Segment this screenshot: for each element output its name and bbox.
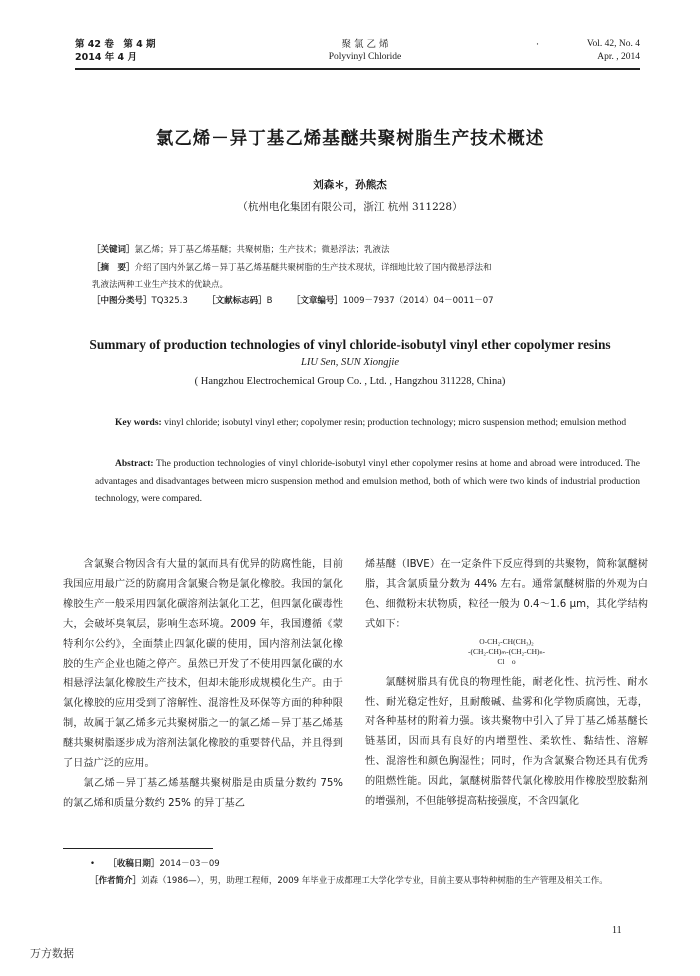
journal-volume-issue [75, 38, 156, 64]
doc-code-value: B [266, 296, 273, 306]
article-no-label: ［文章编号］ [291, 296, 343, 306]
body-paragraph: 烯基醚（IBVE）在一定条件下反应得到的共聚物，简称氯醚树脂，其含氯质量分数为 44% 左右。通常氯醚树脂的外观为白色、细微粉末状物质，粒径一般为 0.4～1.6 μm，其化学结构式如下： [365, 559, 648, 630]
article-no-value: 1009－7937（2014）04－0011－07 [342, 296, 494, 306]
keywords-en [95, 415, 640, 433]
abstract-en [95, 456, 640, 509]
keywords-label-cn: ［关键词］ [92, 245, 135, 255]
page-number: 11 [612, 925, 622, 936]
header-dot: · [536, 39, 540, 50]
abstract-text-en: The production technologies of vinyl chloride-isobutyl vinyl ether copolymer resins at home and abroad were introduced. The advantages and disadvantages between micro suspension method and emulsion method, both of which were two kinds of industrial production technology, were compared. [95, 459, 640, 504]
keywords-text-en: vinyl chloride; isobutyl vinyl ether; copolymer resin; production technology; micro suspension method; emulsion method [164, 418, 627, 428]
journal-name-en: Polyvinyl Chloride [328, 52, 402, 62]
issue-date-cn: 2014 年 4 月 [75, 52, 137, 63]
footnote-rule [63, 848, 213, 849]
received-label: ［收稿日期］ [108, 859, 160, 869]
body-right-column [365, 555, 648, 812]
affiliation-cn: （杭州电化集团有限公司，浙江 杭州 311228） [237, 201, 463, 213]
abstract-line2-cn: 乳液法两种工业生产技术的优缺点。 [92, 280, 229, 290]
author-bio-label: ［作者简介］ [90, 876, 142, 886]
clc-label: ［中图分类号］ [92, 296, 152, 306]
authors-cn: 刘森＊，孙熊杰 [313, 179, 387, 191]
clc-value: TQ325.3 [151, 296, 188, 306]
received-value: 2014－03－09 [159, 859, 220, 869]
affiliation-en: ( Hangzhou Electrochemical Group Co. , Ltd. , Hangzhou 311228, China) [194, 376, 506, 387]
journal-name [300, 38, 430, 64]
keywords-text-cn: 氯乙烯；异丁基乙烯基醚；共聚树脂；生产技术；微悬浮法；乳液法 [134, 245, 390, 255]
authors-en: LIU Sen, SUN Xiongjie [301, 357, 399, 368]
article-title-en: Summary of production technologies of vinyl chloride-isobutyl vinyl ether copolymer resins [89, 337, 611, 352]
structure-substituent: Cl o [497, 656, 516, 666]
structure-side-chain: O-CH₂-CH(CH₃)₂ [479, 636, 534, 646]
volume-issue: 第 42 卷 第 4 期 [75, 39, 156, 50]
keywords-label-en: Key words: [115, 418, 162, 428]
abstract-cn [92, 261, 647, 276]
abstract-line1-cn: 介绍了国内外氯乙烯－异丁基乙烯基醚共聚树脂的生产技术现状，详细地比较了国内微悬浮法和 [134, 263, 492, 273]
received-date [90, 857, 650, 872]
author-bio [63, 874, 648, 889]
body-paragraph: 氯乙烯－异丁基乙烯基醚共聚树脂是由质量分数约 75% 的氯乙烯和质量分数约 25% 的异丁基乙 [63, 777, 343, 809]
abstract-cont-cn [92, 278, 647, 293]
body-paragraph: 含氯聚合物因含有大量的氯而具有优异的防腐性能，目前我国应用最广泛的防腐用含氯聚合物是氯化橡胶。我国的氯化橡胶生产一般采用四氯化碳溶剂法氯化工艺，但四氯化碳毒性大，会破坏臭氧层，影响生态环境。2009 年，我国遵循《蒙特利尔公约》，全面禁止四氯化碳的使用，国内溶剂法氯化橡胶的生产企业也随之停产。虽然已开发了不使用四氯化碳的水相悬浮法氯化橡胶生产技术，但却未能形成规模化生产。由于氯化橡胶的应用受到了溶解性、混溶性及环保等方面的种种限制，故属于氯乙烯多元共聚树脂之一的氯乙烯－异丁基乙烯基醚共聚树脂逐步成为溶剂法氯化橡胶的重要替代品，并且得到了日益广泛的应用。 [63, 559, 343, 770]
volume-issue-en: Vol. 42, No. 4 [586, 39, 640, 49]
keywords-cn [92, 243, 647, 258]
journal-name-cn: 聚 氯 乙 烯 [341, 39, 389, 50]
abstract-label-cn: ［摘 要］ [92, 263, 135, 273]
abstract-label-en: Abstract: [115, 459, 154, 469]
header-rule [75, 68, 640, 70]
body-left-column [63, 555, 343, 814]
body-paragraph: 氯醚树脂具有优良的物理性能，耐老化性、抗污性、耐水性、耐光稳定性好，且耐酸碱、盐雾和化学物质腐蚀，无毒，对各种基材的附着力强。该共聚物中引入了异丁基乙烯基醚长链基团，因而具有良好的内增塑性、柔软性、黏结性、溶解性、混溶性和颜色胸湿性；同时，作为含氯聚合物还具有优秀的阻燃性能。因此，氯醚树脂替代氯化橡胶用作橡胶型胶黏剂的增强剂，不但能够提高粘接强度，不含四氯化 [365, 676, 648, 808]
footnote-bullet: • [90, 859, 96, 869]
author-bio-text: 刘森（1986—），男，助理工程师，2009 年毕业于成都理工大学化学专业，目前主要从事特种树脂的生产管理及相关工作。 [141, 876, 608, 886]
watermark-text: 万方数据 [30, 947, 74, 960]
doc-code-label: ［文献标志码］ [207, 296, 267, 306]
article-title-cn: 氯乙烯－异丁基乙烯基醚共聚树脂生产技术概述 [155, 129, 545, 149]
classification-line [92, 294, 647, 309]
issue-date-en: Apr. , 2014 [597, 52, 640, 62]
chemical-structure [365, 637, 648, 667]
structure-backbone: -(CH₂-CH)ₘ-(CH₂-CH)ₙ- [467, 646, 546, 656]
journal-volume-en [587, 38, 640, 64]
